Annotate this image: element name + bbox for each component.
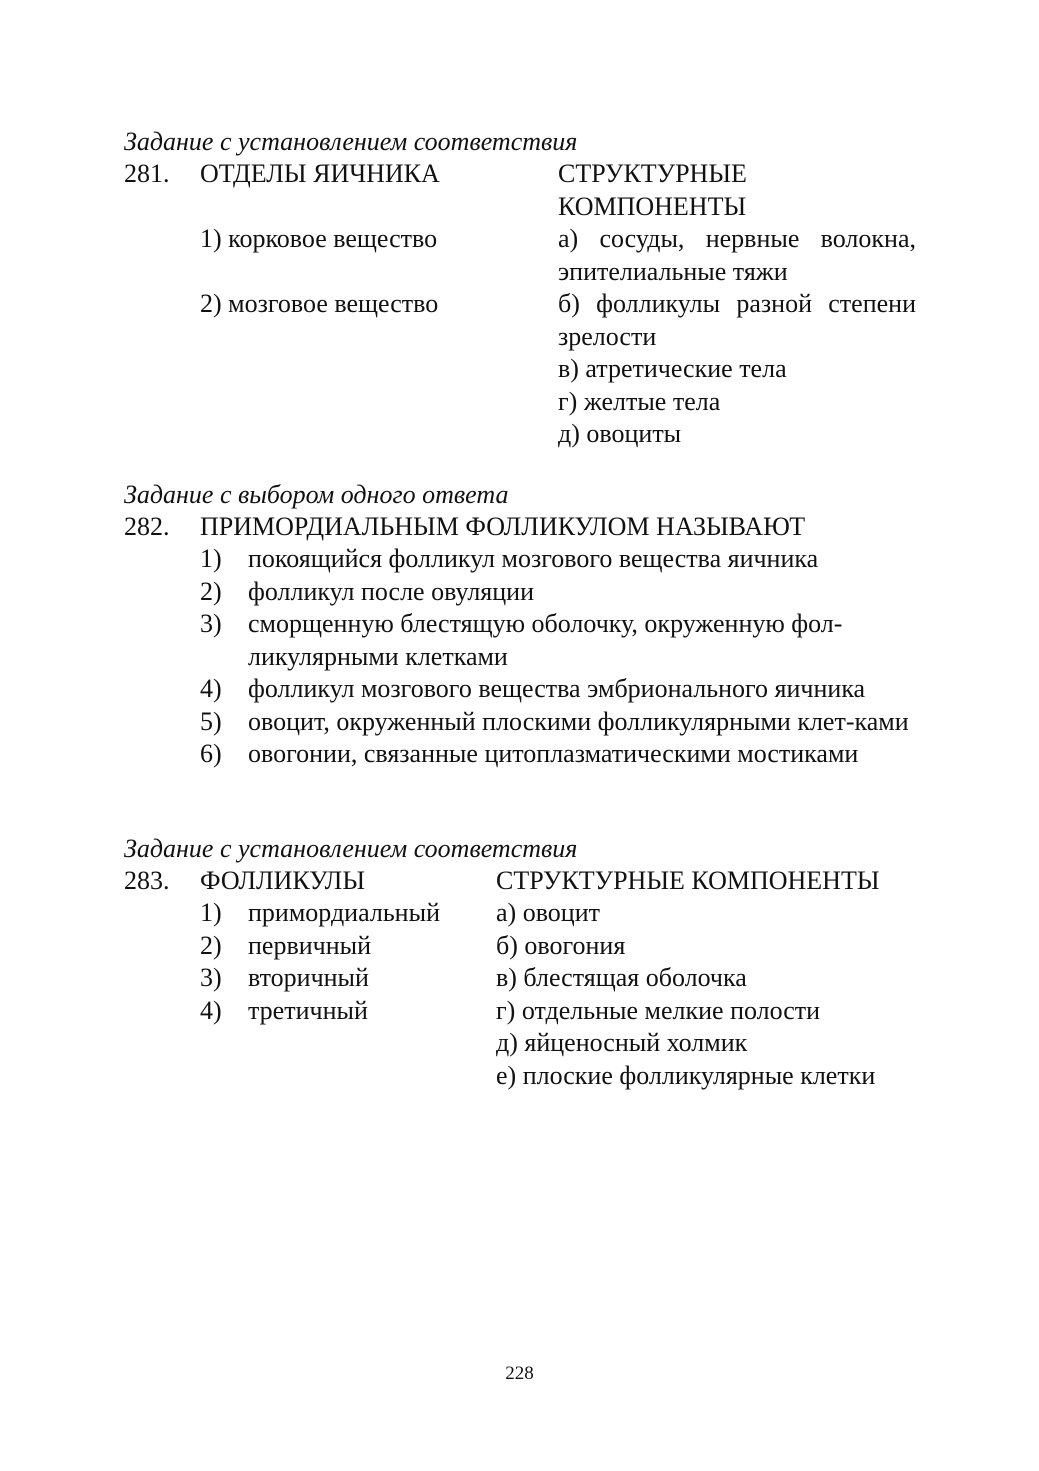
list-item: б) овогония	[496, 930, 626, 960]
option-text: сморщенную блестящую оболочку, окруженную фол-ликулярными клетками	[248, 609, 843, 671]
option-text: покоящийся фолликул мозгового вещества яичника	[248, 544, 819, 573]
answer-option	[200, 706, 916, 739]
task-number: 282.	[124, 512, 170, 541]
task-type-label: Задание с установлением соответствия	[124, 834, 578, 863]
answer-options	[200, 543, 916, 771]
list-item: д) овоциты	[558, 419, 682, 448]
item-number: 3)	[200, 963, 222, 992]
page-number: 228	[505, 1363, 534, 1384]
right-column-header: СТРУКТУРНЫЕ КОМПОНЕНТЫ	[558, 159, 747, 221]
list-item: г) желтые тела	[558, 386, 721, 416]
item-text: примордиальный	[248, 898, 440, 927]
right-column-list	[496, 897, 926, 1092]
item-number: 1)	[200, 898, 222, 927]
list-item	[200, 930, 490, 963]
list-item: д) яйценосный холмик	[496, 1028, 748, 1057]
task-type-label: Задание с установлением соответствия	[124, 127, 578, 156]
option-number: 1)	[200, 544, 222, 573]
list-item: б) фолликулы разной степени зрелости	[558, 289, 916, 351]
option-text: овогонии, связанные цитоплазматическими мостиками	[248, 739, 859, 768]
option-number: 3)	[200, 609, 222, 638]
left-column-header: ФОЛЛИКУЛЫ	[200, 866, 365, 895]
option-text: фолликул мозгового вещества эмбрионального яичника	[248, 674, 866, 703]
item-number: 4)	[200, 995, 222, 1025]
list-item: а) сосуды, нервные волокна, эпителиальные тяжи	[558, 224, 916, 286]
right-column-list	[558, 223, 916, 451]
answer-option	[200, 576, 916, 609]
answer-option	[200, 543, 916, 576]
list-item: е) плоские фолликулярные клетки	[496, 1060, 876, 1090]
option-number: 6)	[200, 739, 222, 768]
task-question: ПРИМОРДИАЛЬНЫМ ФОЛЛИКУЛОМ НАЗЫВАЮТ	[200, 512, 806, 541]
list-item: г) отдельные мелкие полости	[496, 995, 821, 1025]
item-text: третичный	[248, 995, 368, 1025]
item-number: 2)	[200, 930, 222, 960]
list-item	[200, 995, 490, 1028]
list-item: 2) мозговое вещество	[200, 289, 439, 318]
left-column-header: ОТДЕЛЫ ЯИЧНИКА	[200, 159, 440, 188]
answer-option	[200, 738, 916, 771]
option-number: 4)	[200, 674, 222, 703]
option-text: овоцит, окруженный плоскими фолликулярными клет-ками	[248, 706, 909, 736]
list-item: в) блестящая оболочка	[496, 963, 747, 992]
item-text: вторичный	[248, 963, 369, 992]
list-item: 1) корковое вещество	[200, 224, 438, 253]
left-column-list	[200, 223, 540, 321]
task-number: 281.	[124, 159, 170, 188]
list-item	[200, 897, 490, 930]
right-column-header: СТРУКТУРНЫЕ КОМПОНЕНТЫ	[496, 866, 880, 895]
answer-option	[200, 673, 916, 706]
task-number: 283.	[124, 866, 170, 895]
list-item: а) овоцит	[496, 898, 600, 927]
answer-option	[200, 608, 916, 673]
option-number: 2)	[200, 576, 222, 606]
list-item: в) атретические тела	[558, 354, 787, 383]
list-item	[200, 962, 490, 995]
option-text: фолликул после овуляции	[248, 576, 534, 606]
option-number: 5)	[200, 706, 222, 736]
left-column-list	[200, 897, 490, 1027]
item-text: первичный	[248, 930, 372, 960]
task-type-label: Задание с выбором одного ответа	[124, 480, 509, 509]
